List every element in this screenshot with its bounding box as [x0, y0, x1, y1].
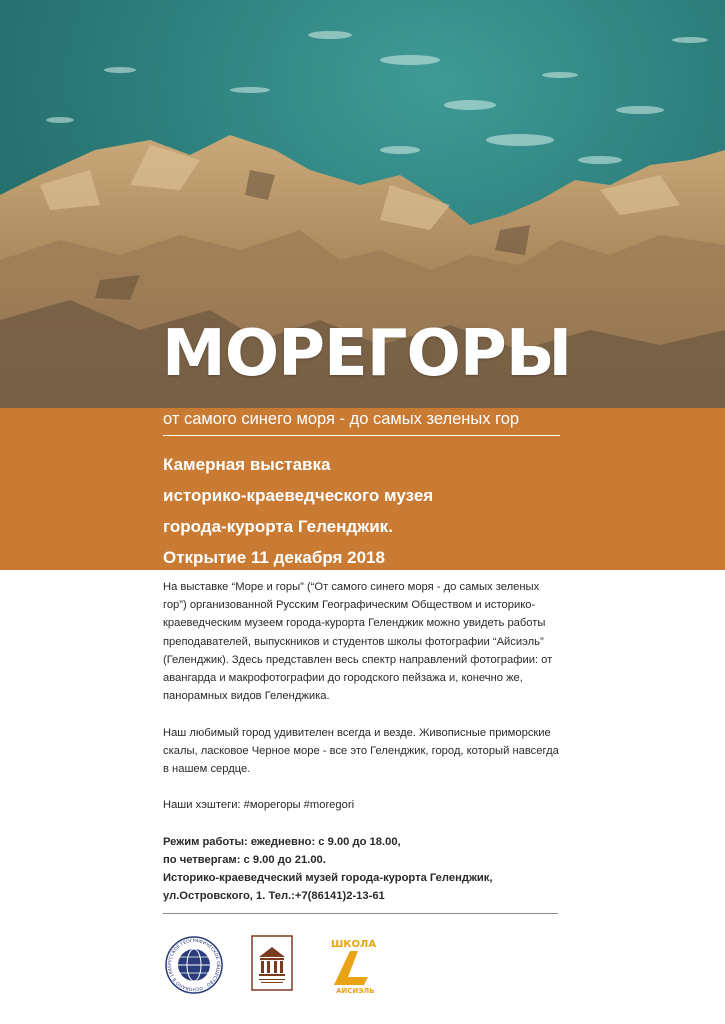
museum-building-icon: [251, 935, 293, 991]
exhibition-subtitle: от самого синего моря - до самых зеленых гор: [163, 410, 520, 428]
description: [163, 578, 563, 906]
hero-photo: [0, 0, 725, 408]
partner-logos: [163, 935, 563, 995]
description-paragraph: На выставке “Море и горы” (“От самого синего моря - до самых зеленых гор”) организованной Русским Географическим Обществом и историко-краеведческим музеем города-курорта Геленджик можно увидеть работы преподавателей, выпускников и студентов школы фотографии “Айсиэль” (Геленджик). Здесь представлен весь спектр направлений фотографии: от авангарда и макрофотографии до городского пейзажа и, конечно же, панорамных видов Геленджика.: [163, 581, 553, 703]
announcement-line: Камерная выставка: [163, 455, 331, 474]
announcement: [163, 449, 643, 573]
hours-thursday: по четвергам: с 9.00 до 21.00.: [163, 854, 326, 866]
school-name: АЙСИЭЛЬ: [336, 987, 375, 995]
opening-date: Открытие 11 декабря 2018: [163, 548, 385, 567]
rgo-globe-icon: [163, 935, 225, 995]
footer-divider: [163, 913, 558, 914]
museum-name: Историко-краеведческий музей города-курорта Геленджик,: [163, 872, 493, 885]
announcement-line: историко-краеведческого музея: [163, 486, 434, 505]
hashtags: Наши хэштеги: #морегоры #moregori: [163, 799, 355, 812]
subtitle-divider: [163, 435, 560, 436]
hours-weekday: Режим работы: ежедневно: с 9.00 до 18.00,: [163, 835, 401, 848]
school-label: ШКОЛА: [331, 939, 377, 950]
description-paragraph: Наш любимый город удивителен всегда и везде. Живописные приморские скалы, ласковое Черное море - все это Геленджик, город, который навсегда в нашем сердце.: [163, 726, 559, 776]
announcement-line: города-курорта Геленджик.: [163, 517, 393, 536]
school-logo-icon: [328, 935, 380, 995]
exhibition-title: МОРЕГОРЫ: [162, 317, 572, 391]
rgo-ring-text: РУССКОЕ ГЕОГРАФИЧЕСКОЕ ОБЩЕСТВО · ОСНОВАНО В 1845: [167, 938, 221, 992]
museum-address: ул.Островского, 1. Тел.:+7(86141)2-13-61: [163, 890, 385, 903]
